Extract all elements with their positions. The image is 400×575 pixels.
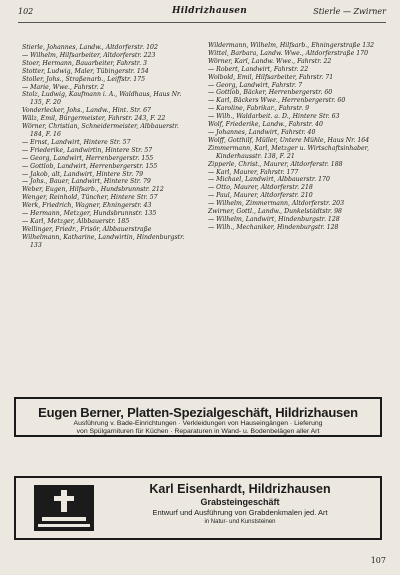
directory-entry: Stoller, Johs., Straßenarb., Leiffstr. 175	[22, 75, 146, 83]
directory-entry: — Karl, Metzger, Albbauerstr. 185	[22, 217, 130, 225]
directory-entry: — Gottlob, Landwirt, Herrenbergerstr. 155	[22, 162, 158, 170]
directory-entry: — Wilhelm, Landwirt, Hindenburgstr. 128	[208, 215, 340, 223]
directory-entry: — Wilhelm, Hilfsarbeiter, Altdorferstr. 223	[22, 51, 156, 59]
directory-entry: Weber, Eugen, Hilfsarb., Hundsbrunnstr. 212	[22, 186, 164, 194]
directory-entry: Wittel, Barbara, Landw. Wwe., Altdorferstraße 170	[208, 49, 369, 57]
directory-entry: Wolbold, Emil, Hilfsarbeiter, Fahrstr. 71	[208, 73, 334, 81]
directory-entry: Wälz, Emil, Bürgermeister, Fahrstr. 243, F. 22	[22, 115, 166, 123]
directory-entry: — Wilhelm, Zimmermann, Altdorferstr. 203	[208, 200, 345, 208]
gravestone-cross-icon	[34, 485, 94, 531]
directory-entry: — Georg, Landwirt, Fahrstr. 7	[208, 81, 303, 89]
directory-entry: — Otto, Maurer, Altdorferstr. 218	[208, 184, 313, 192]
directory-entry: — Karoline, Fabrikar., Fahrstr. 9	[208, 105, 310, 113]
directory-entry: — Wilh., Mechaniker, Hindenburgstr. 128	[208, 223, 339, 231]
directory-entry: — Friederike, Landwirtin, Hintere Str. 57	[22, 146, 153, 154]
directory-entry: — Robert, Landwirt, Fahrstr. 22	[208, 65, 309, 73]
directory-entry: — Ernst, Landwirt, Hintere Str. 57	[22, 138, 131, 146]
directory-entry: — Johannes, Landwirt, Fahrstr. 40	[208, 128, 316, 136]
ad-eugen-berner	[14, 397, 382, 437]
ad2-line1: Entwurf und Ausführung von Grabdenkmalen jed. Art	[152, 508, 328, 517]
ad2-subtitle: Grabsteingeschäft	[200, 497, 280, 507]
directory-entry: Stotter, Ludwig, Maler, Tübingerstr. 154	[22, 67, 149, 75]
ad2-text	[106, 482, 374, 526]
directory-entry: Wildermann, Wilhelm, Hilfsarb., Ehningerstraße 132	[208, 42, 375, 49]
footer-page-number: 107	[370, 556, 386, 565]
directory-entry: Wörner, Karl, Landw. Wwe., Fahrstr. 22	[208, 57, 332, 65]
page-header	[18, 5, 386, 21]
directory-entry: Wolf, Friederike, Landw., Fahrstr. 40	[208, 121, 323, 129]
ad1-line1: Ausführung v. Bade-Einrichtungen · Verkleidungen von Hauseingängen · Lieferung	[73, 420, 323, 427]
directory-entry: Zwirner, Gottl., Landw., Dunkelstädtstr. 98	[208, 208, 342, 216]
directory-entry: Stoer, Hermann, Bauarbeiter, Fahrstr. 3	[22, 59, 147, 67]
directory-entry: Werk, Friedrich, Wagner, Ehningerstr. 43	[22, 202, 152, 210]
directory-entry: — Gottlob, Bäcker, Herrenbergerstr. 60	[208, 89, 333, 97]
directory-entry: Wenger, Reinhold, Tüncher, Hintere Str. 57	[22, 194, 158, 202]
ad1-line2: von Spülgarnituren für Küchen · Reparaturen in Wand- u. Bodenbelägen aller Art	[76, 428, 320, 435]
directory-entry: Stierle, Johannes, Landw., Altdorferstr. 102	[22, 44, 158, 51]
directory-entry: Zimmermann, Karl, Metzger u. Wirtschaftsinhaber, Kinderhausstr. 138, F. 21	[208, 144, 369, 160]
ad2-line2: in Natur- und Kunststeinen	[204, 519, 276, 525]
directory-entry: Wolff, Gotthilf, Müller, Untere Mühle, Haus Nr. 164	[208, 136, 370, 144]
right-column	[208, 42, 386, 232]
directory-entry: Wellinger, Friedr., Frisör, Albbauerstraße	[22, 225, 152, 233]
header-rule	[18, 22, 386, 23]
directory-entry: Vonderlecker, Johs., Landw., Hint. Str. 67	[22, 107, 151, 115]
ad-karl-eisenhardt	[14, 476, 382, 540]
header-page-number: 102	[18, 7, 34, 16]
ad1-name: Eugen Berner, Platten-Spezialgeschäft, Hildrizhausen	[38, 405, 358, 420]
directory-columns	[18, 30, 386, 292]
directory-entry: — Hermann, Metzger, Hundsbrunnstr. 135	[22, 210, 157, 218]
directory-entry: — Jakob, alt, Landwirt, Hintere Str. 79	[22, 170, 144, 178]
directory-entry: — Marie, Wwe., Fahrstr. 2	[22, 83, 105, 91]
left-column	[22, 44, 194, 250]
page-title: Hildrizhausen	[172, 6, 248, 16]
directory-entry: — Karl, Bäckers Wwe., Herrenbergerstr. 60	[208, 97, 346, 105]
directory-entry: — Wilh., Waldarbeit. a. D., Hintere Str. 63	[208, 113, 340, 121]
directory-entry: — Georg, Landwirt, Herrenbergerstr. 155	[22, 154, 154, 162]
directory-entry: Stolz, Ludwig, Kaufmann i. A., Waldhaus, Haus Nr. 135, F. 20	[22, 91, 182, 107]
directory-entry: — Michael, Landwirt, Albbauerstr. 170	[208, 176, 330, 184]
directory-entry: — Johs., Bauer, Landwirt, Hintere Str. 79	[22, 178, 151, 186]
directory-entry: — Paul, Maurer, Altdorferstr. 210	[208, 192, 313, 200]
directory-entry: Wörner, Christian, Schneidermeister, Albbauerstr. 184, F. 16	[22, 123, 179, 138]
directory-entry: Wilhelmann, Katharine, Landwirtin, Hindenburgstr. 133	[22, 233, 185, 249]
directory-entry: — Karl, Maurer, Fahrstr. 177	[208, 168, 299, 176]
directory-entry: Zipperle, Christ., Maurer, Altdorferstr. 188	[208, 160, 343, 168]
header-range: Stierle — Zwirner	[313, 7, 386, 16]
ad2-name: Karl Eisenhardt, Hildrizhausen	[149, 482, 331, 496]
